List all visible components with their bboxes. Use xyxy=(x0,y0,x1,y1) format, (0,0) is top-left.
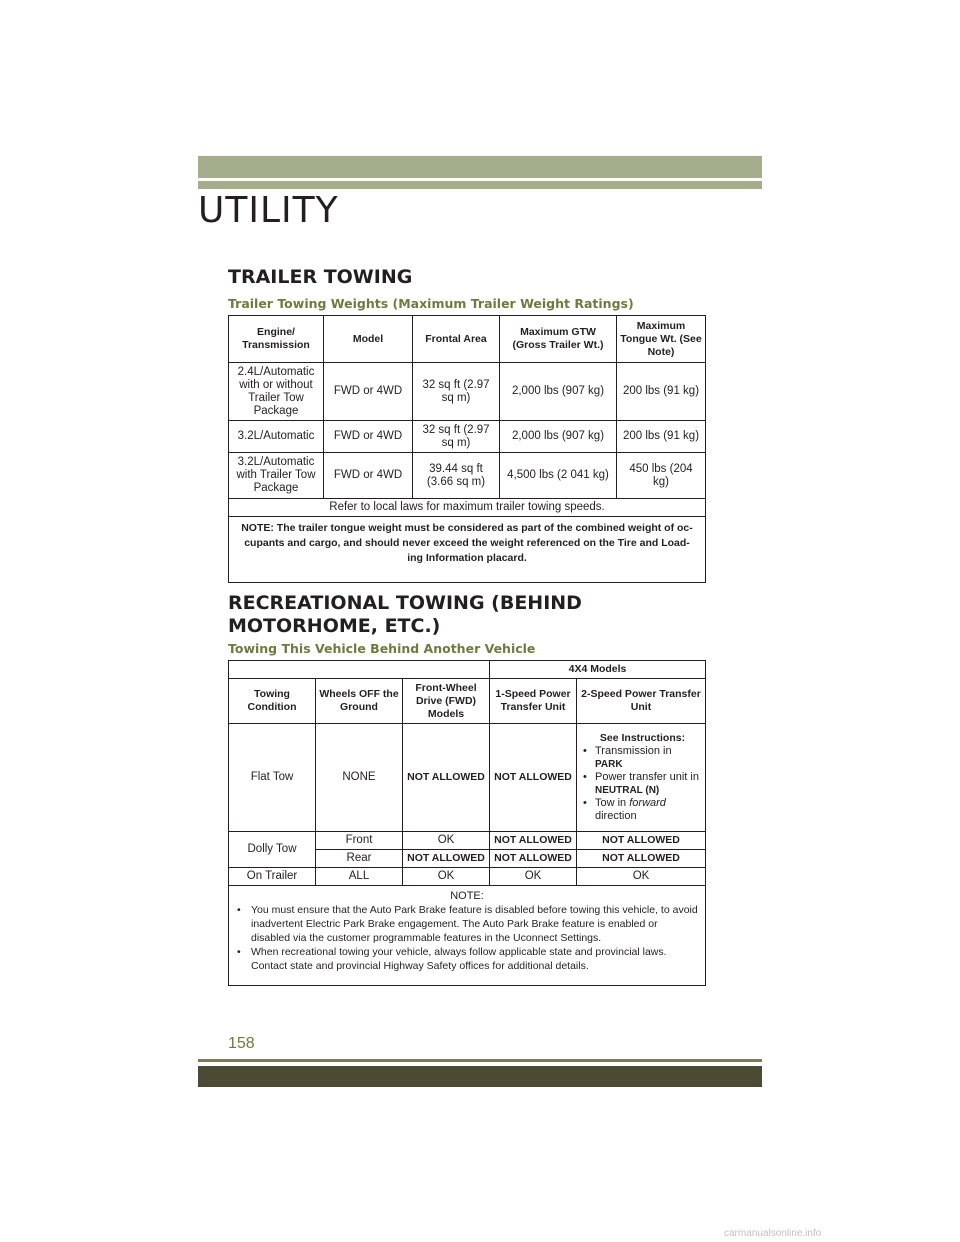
cell-max-gtw: 2,000 lbs (907 kg) xyxy=(500,421,617,453)
page-number: 158 xyxy=(228,1035,255,1052)
cell-max-gtw: 2,000 lbs (907 kg) xyxy=(500,363,617,421)
tongue-weight-note: NOTE: The trailer tongue weight must be considered as part of the combined weight of oc- cupants and cargo, and should never exceed the weight referenced on the Tire and Load- ing Information placard. xyxy=(229,517,706,583)
cell-dolly-front-1speed: NOT ALLOWED xyxy=(490,832,577,850)
header-model: Model xyxy=(324,316,413,363)
cell-max-tongue: 200 lbs (91 kg) xyxy=(617,363,706,421)
cell-dolly-rear-1speed: NOT ALLOWED xyxy=(490,850,577,868)
cell-dolly-rear: Rear xyxy=(316,850,403,868)
cell-on-trailer-wheels: ALL xyxy=(316,868,403,886)
cell-model: FWD or 4WD xyxy=(324,363,413,421)
table-row xyxy=(229,363,706,421)
cell-model: FWD or 4WD xyxy=(324,453,413,499)
cell-model: FWD or 4WD xyxy=(324,421,413,453)
note-row xyxy=(229,517,706,583)
instructions-list xyxy=(583,745,702,823)
instruction-emphasis: PARK xyxy=(595,759,623,770)
trailer-weights-table xyxy=(228,315,706,583)
table-row xyxy=(229,421,706,453)
cell-on-trailer-2speed: OK xyxy=(577,868,706,886)
note-list xyxy=(235,903,699,973)
cell-on-trailer: On Trailer xyxy=(229,868,316,886)
cell-engine: 2.4L/Automatic with or without Trailer Tow Package xyxy=(229,363,324,421)
group-header-empty xyxy=(229,661,490,679)
cell-flat-1speed: NOT ALLOWED xyxy=(490,724,577,832)
heading-recreational-towing: RECREATIONAL TOWING (BEHIND MOTORHOME, ETC.) xyxy=(228,592,582,637)
instruction-emphasis: NEUTRAL (N) xyxy=(595,785,660,796)
subheading-trailer-weights: Trailer Towing Weights (Maximum Trailer Weight Ratings) xyxy=(228,296,634,311)
note-item: • You must ensure that the Auto Park Brake feature is disabled before towing this vehicle, to avoid inadvertent Electric Park Brake engagement. The Auto Park Brake feature is enabled or disabled via the customer programmable features in the Uconnect Settings. xyxy=(251,903,699,945)
header-max-tongue: Maximum Tongue Wt. (See Note) xyxy=(617,316,706,363)
instruction-text: Transmission in xyxy=(595,745,672,757)
group-header-row xyxy=(229,661,706,679)
instruction-emphasis: forward xyxy=(629,797,666,809)
note-row xyxy=(229,886,706,986)
recreational-towing-table xyxy=(228,660,706,986)
cell-max-tongue: 200 lbs (91 kg) xyxy=(617,421,706,453)
cell-on-trailer-fwd: OK xyxy=(403,868,490,886)
instruction-item xyxy=(593,771,702,797)
cell-dolly-front: Front xyxy=(316,832,403,850)
header-max-gtw: Maximum GTW (Gross Trailer Wt.) xyxy=(500,316,617,363)
cell-flat-wheels: NONE xyxy=(316,724,403,832)
note-item: • When recreational towing your vehicle, always follow applicable state and provincial laws. Contact state and provincial Highway Safety offices for additional details. xyxy=(251,945,699,973)
header-engine: Engine/ Transmission xyxy=(229,316,324,363)
cell-flat-fwd: NOT ALLOWED xyxy=(403,724,490,832)
footer-bar xyxy=(198,1066,762,1087)
cell-on-trailer-1speed: OK xyxy=(490,868,577,886)
cell-frontal-area: 32 sq ft (2.97 sq m) xyxy=(413,421,500,453)
instruction-text: Power transfer unit in xyxy=(595,771,699,783)
group-header-4x4: 4X4 Models xyxy=(490,661,706,679)
section-title: UTILITY xyxy=(198,190,339,231)
cell-engine: 3.2L/Automatic with Trailer Tow Package xyxy=(229,453,324,499)
cell-flat-tow: Flat Tow xyxy=(229,724,316,832)
cell-frontal-area: 32 sq ft (2.97 sq m) xyxy=(413,363,500,421)
header-towing-condition: Towing Condition xyxy=(229,679,316,724)
towing-note xyxy=(229,886,706,986)
heading-trailer-towing: TRAILER TOWING xyxy=(228,266,413,288)
cell-max-gtw: 4,500 lbs (2 041 kg) xyxy=(500,453,617,499)
header-frontal-area: Frontal Area xyxy=(413,316,500,363)
cell-engine: 3.2L/Automatic xyxy=(229,421,324,453)
watermark: carmanualsonline.info xyxy=(724,1228,822,1239)
cell-max-tongue: 450 lbs (204 kg) xyxy=(617,453,706,499)
subheading-towing-behind: Towing This Vehicle Behind Another Vehicle xyxy=(228,641,536,656)
table-row xyxy=(229,453,706,499)
instruction-item xyxy=(593,797,702,823)
header-bar-line xyxy=(198,181,762,189)
footer-line xyxy=(198,1059,762,1062)
cell-dolly-front-2speed: NOT ALLOWED xyxy=(577,832,706,850)
refer-note: Refer to local laws for maximum trailer towing speeds. xyxy=(229,499,706,517)
instruction-text: Tow in xyxy=(595,797,630,809)
header-bar xyxy=(198,156,762,178)
cell-dolly-rear-fwd: NOT ALLOWED xyxy=(403,850,490,868)
flat-tow-row xyxy=(229,724,706,832)
dolly-front-row xyxy=(229,832,706,850)
cell-dolly-front-fwd: OK xyxy=(403,832,490,850)
header-wheels-off: Wheels OFF the Ground xyxy=(316,679,403,724)
cell-frontal-area: 39.44 sq ft (3.66 sq m) xyxy=(413,453,500,499)
instruction-text: direction xyxy=(595,810,637,822)
header-1-speed: 1-Speed Power Transfer Unit xyxy=(490,679,577,724)
note-title: NOTE: xyxy=(450,890,484,902)
header-fwd-models: Front-Wheel Drive (FWD) Models xyxy=(403,679,490,724)
cell-dolly-tow: Dolly Tow xyxy=(229,832,316,868)
on-trailer-row xyxy=(229,868,706,886)
cell-dolly-rear-2speed: NOT ALLOWED xyxy=(577,850,706,868)
cell-flat-instructions xyxy=(577,724,706,832)
header-2-speed: 2-Speed Power Transfer Unit xyxy=(577,679,706,724)
instruction-item xyxy=(593,745,702,771)
instructions-title: See Instructions: xyxy=(599,732,686,744)
table-header-row xyxy=(229,316,706,363)
table-header-row xyxy=(229,679,706,724)
refer-row xyxy=(229,499,706,517)
